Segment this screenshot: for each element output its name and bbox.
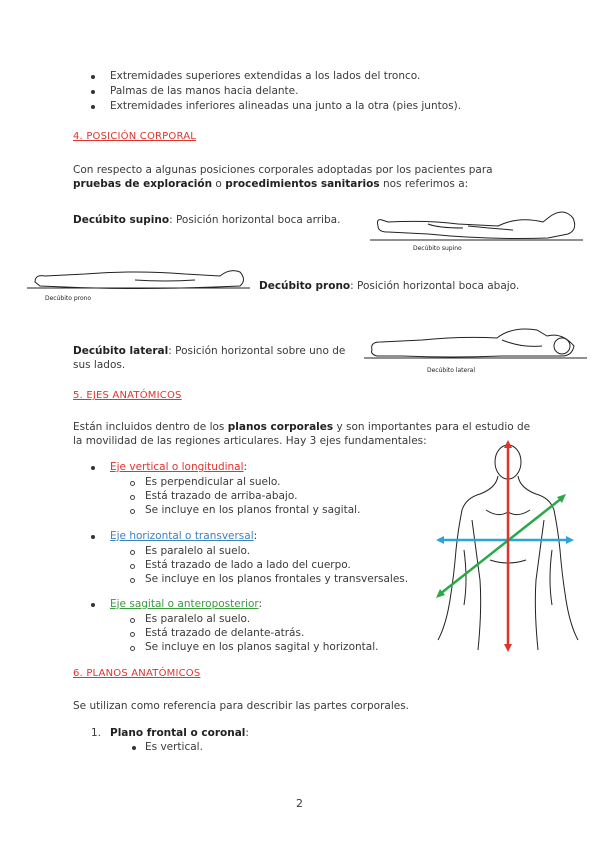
paragraph-line: Se utilizan como referencia para describir las partes corporales. (73, 700, 410, 712)
bold-term: planos corporales (227, 421, 334, 433)
section-heading: 4. POSICIÓN CORPORAL (73, 131, 197, 142)
list-item: Es paralelo al suelo. (145, 545, 251, 557)
list-item: Se incluye en los planos frontales y transversales. (145, 573, 409, 585)
text-fragment: nos referimos a: (379, 178, 469, 190)
sub-bullet (130, 618, 135, 623)
figure-caption: Decúbito prono (45, 295, 92, 302)
axis-title-text: Eje vertical o longitudinal (110, 461, 244, 473)
position-label: Decúbito supino (73, 214, 170, 226)
paragraph-line (73, 420, 530, 434)
text-fragment: o (212, 178, 226, 190)
sub-bullet (130, 564, 135, 569)
sub-bullet (130, 550, 135, 555)
axis-title-text: Eje horizontal o transversal (110, 530, 254, 542)
paragraph-line: la movilidad de las regiones articulares. Hay 3 ejes fundamentales: (73, 435, 427, 447)
position-description (73, 213, 340, 227)
list-item: Está trazado de arriba-abajo. (145, 490, 298, 502)
bullet-dot (91, 75, 95, 79)
bullet-dot (132, 746, 136, 750)
sub-bullet (130, 646, 135, 651)
list-item: Es perpendicular al suelo. (145, 476, 281, 488)
axis-title-text: Eje sagital o anteroposterior (110, 598, 259, 610)
sub-bullet (130, 632, 135, 637)
list-item: Se incluye en los planos sagital y horizontal. (145, 641, 379, 653)
sub-bullet (130, 495, 135, 500)
axis-title-vertical: Eje vertical o longitudinal: (110, 461, 248, 473)
lateral-illustration (362, 318, 592, 378)
position-text: : Posición horizontal boca arriba. (169, 214, 341, 226)
list-item: Está trazado de lado a lado del cuerpo. (145, 559, 351, 571)
list-item: Está trazado de delante-atrás. (145, 627, 305, 639)
axis-title-sagital: Eje sagital o anteroposterior: (110, 598, 263, 610)
bullet-dot (91, 535, 95, 539)
sub-bullet (130, 578, 135, 583)
list-item: Es paralelo al suelo. (145, 613, 251, 625)
bold-term: pruebas de exploración (73, 178, 213, 190)
paragraph-line: Con respecto a algunas posiciones corporales adoptadas por los pacientes para (73, 164, 493, 176)
position-description-cont: sus lados. (73, 359, 126, 371)
sub-bullet (130, 509, 135, 514)
numbered-item (91, 726, 101, 740)
section-heading: 5. EJES ANATÓMICOS (73, 390, 182, 401)
vertical-axis (504, 440, 512, 652)
bullet-dot (91, 603, 95, 607)
bullet-dot (91, 105, 95, 109)
position-description (259, 279, 519, 293)
position-description (73, 344, 345, 358)
item-number: 1. (91, 727, 102, 739)
figure-caption: Decúbito supino (413, 245, 462, 252)
supine-illustration (368, 200, 593, 255)
position-label: Decúbito prono (259, 280, 351, 292)
position-text: : Posición horizontal sobre uno de (168, 345, 346, 357)
section-heading: 6. PLANOS ANATÓMICOS (73, 668, 201, 679)
prone-illustration (25, 260, 255, 310)
text-fragment: Están incluidos dentro de los (73, 421, 228, 433)
bullet-dot (91, 90, 95, 94)
body-axes-illustration (428, 440, 588, 655)
list-item: Es vertical. (145, 741, 203, 753)
bold-term: procedimientos sanitarios (225, 178, 380, 190)
position-text: : Posición horizontal boca abajo. (350, 280, 520, 292)
bold-term: Plano frontal o coronal (110, 727, 246, 739)
list-item: Se incluye en los planos frontal y sagital. (145, 504, 361, 516)
paragraph-line (73, 177, 468, 191)
page-number: 2 (296, 797, 303, 810)
text-fragment: y son importantes para el estudio de (333, 421, 531, 433)
figure-caption: Decúbito lateral (427, 367, 476, 374)
list-item: Palmas de las manos hacia delante. (110, 85, 299, 97)
axis-title-horizontal: Eje horizontal o transversal: (110, 530, 258, 542)
numbered-item-title (110, 726, 249, 740)
text-fragment: : (245, 727, 249, 739)
bullet-dot (91, 466, 95, 470)
list-item: Extremidades superiores extendidas a los lados del tronco. (110, 70, 421, 82)
list-item: Extremidades inferiores alineadas una junto a la otra (pies juntos). (110, 100, 462, 112)
sub-bullet (130, 481, 135, 486)
position-label: Decúbito lateral (73, 345, 169, 357)
sagital-axis (436, 494, 566, 598)
